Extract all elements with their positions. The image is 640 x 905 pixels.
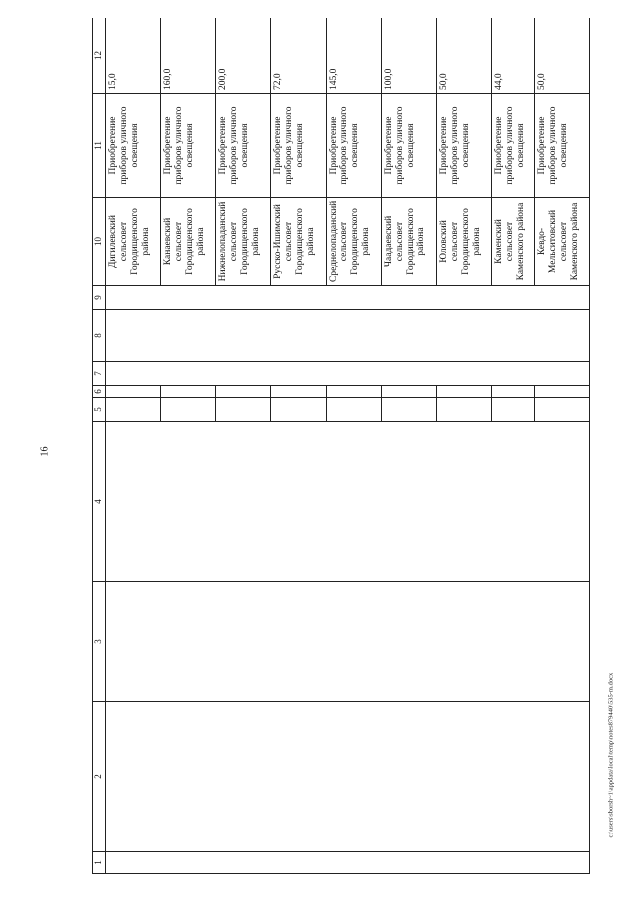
district-cell: Нижнелопаданский сельсовет Городищенского района: [216, 198, 271, 286]
cell-col6: [491, 386, 534, 398]
action-cell: Приобретение приборов уличного освещения: [106, 94, 161, 198]
col-header: 7: [93, 362, 106, 386]
amount-cell: 15,0: [106, 18, 161, 94]
district-cell: Канаевский сельсовет Городищенского района: [161, 198, 216, 286]
page-number: 16: [39, 446, 51, 457]
cell-col4: [106, 422, 590, 582]
amount-cell: 100,0: [381, 18, 436, 94]
cell-col5: [271, 398, 326, 422]
cell-col8: [106, 310, 590, 362]
table-container: [92, 18, 590, 874]
cell-col1: [106, 852, 590, 874]
amount-cell: 160,0: [161, 18, 216, 94]
district-cell: Каменский сельсовет Каменского района: [491, 198, 534, 286]
amount-cell: 200,0: [216, 18, 271, 94]
cell-col5: [381, 398, 436, 422]
cell-col6: [534, 386, 589, 398]
action-cell: Приобретение приборов уличного освещения: [491, 94, 534, 198]
district-cell: Кевдо-Мельситовский сельсовет Каменского района: [534, 198, 589, 286]
district-cell: Юловский сельсовет Городищенского района: [436, 198, 491, 286]
cell-col6: [436, 386, 491, 398]
amount-cell: 50,0: [436, 18, 491, 94]
district-cell: Чаадаевский сельсовет Городищенского района: [381, 198, 436, 286]
action-cell: Приобретение приборов уличного освещения: [381, 94, 436, 198]
col-header: 9: [93, 286, 106, 310]
rotated-table: [92, 18, 590, 874]
amount-cell: 44,0: [491, 18, 534, 94]
column-number-row: [93, 18, 106, 874]
col-header: 12: [93, 18, 106, 94]
col-header: 8: [93, 310, 106, 362]
col-header: 1: [93, 852, 106, 874]
action-cell: Приобретение приборов уличного освещения: [216, 94, 271, 198]
cell-col5: [161, 398, 216, 422]
cell-col7: [106, 362, 590, 386]
district-cell: Среднелопаданский сельсовет Городищенского района: [326, 198, 381, 286]
cell-col6: [381, 386, 436, 398]
cell-col5: [491, 398, 534, 422]
col-header: 11: [93, 94, 106, 198]
amount-cell: 50,0: [534, 18, 589, 94]
cell-col5: [106, 398, 161, 422]
amount-cell: 145,0: [326, 18, 381, 94]
action-cell: Приобретение приборов уличного освещения: [326, 94, 381, 198]
cell-col9: [106, 286, 590, 310]
table-row: [106, 18, 161, 874]
cell-col6: [271, 386, 326, 398]
col-header: 4: [93, 422, 106, 582]
action-cell: Приобретение приборов уличного освещения: [271, 94, 326, 198]
col-header: 6: [93, 386, 106, 398]
table-body: [106, 18, 590, 874]
district-cell: Дигилевский сельсовет Городищенского района: [106, 198, 161, 286]
action-cell: Приобретение приборов уличного освещения: [436, 94, 491, 198]
cell-col2: [106, 702, 590, 852]
col-header: 3: [93, 582, 106, 702]
file-path-footer: c:\users\sborsh~1\appdata\local\temp\notes879440\535-m.docx: [607, 672, 615, 838]
action-cell: Приобретение приборов уличного освещения: [534, 94, 589, 198]
district-cell: Русско-Ишимский сельсовет Городищенского района: [271, 198, 326, 286]
cell-col3: [106, 582, 590, 702]
cell-col6: [161, 386, 216, 398]
action-cell: Приобретение приборов уличного освещения: [161, 94, 216, 198]
program-table: [92, 18, 590, 874]
cell-col5: [216, 398, 271, 422]
col-header: 2: [93, 702, 106, 852]
cell-col5: [436, 398, 491, 422]
cell-col5: [534, 398, 589, 422]
cell-col6: [326, 386, 381, 398]
col-header: 5: [93, 398, 106, 422]
cell-col6: [106, 386, 161, 398]
amount-cell: 72,0: [271, 18, 326, 94]
col-header: 10: [93, 198, 106, 286]
cell-col5: [326, 398, 381, 422]
cell-col6: [216, 386, 271, 398]
